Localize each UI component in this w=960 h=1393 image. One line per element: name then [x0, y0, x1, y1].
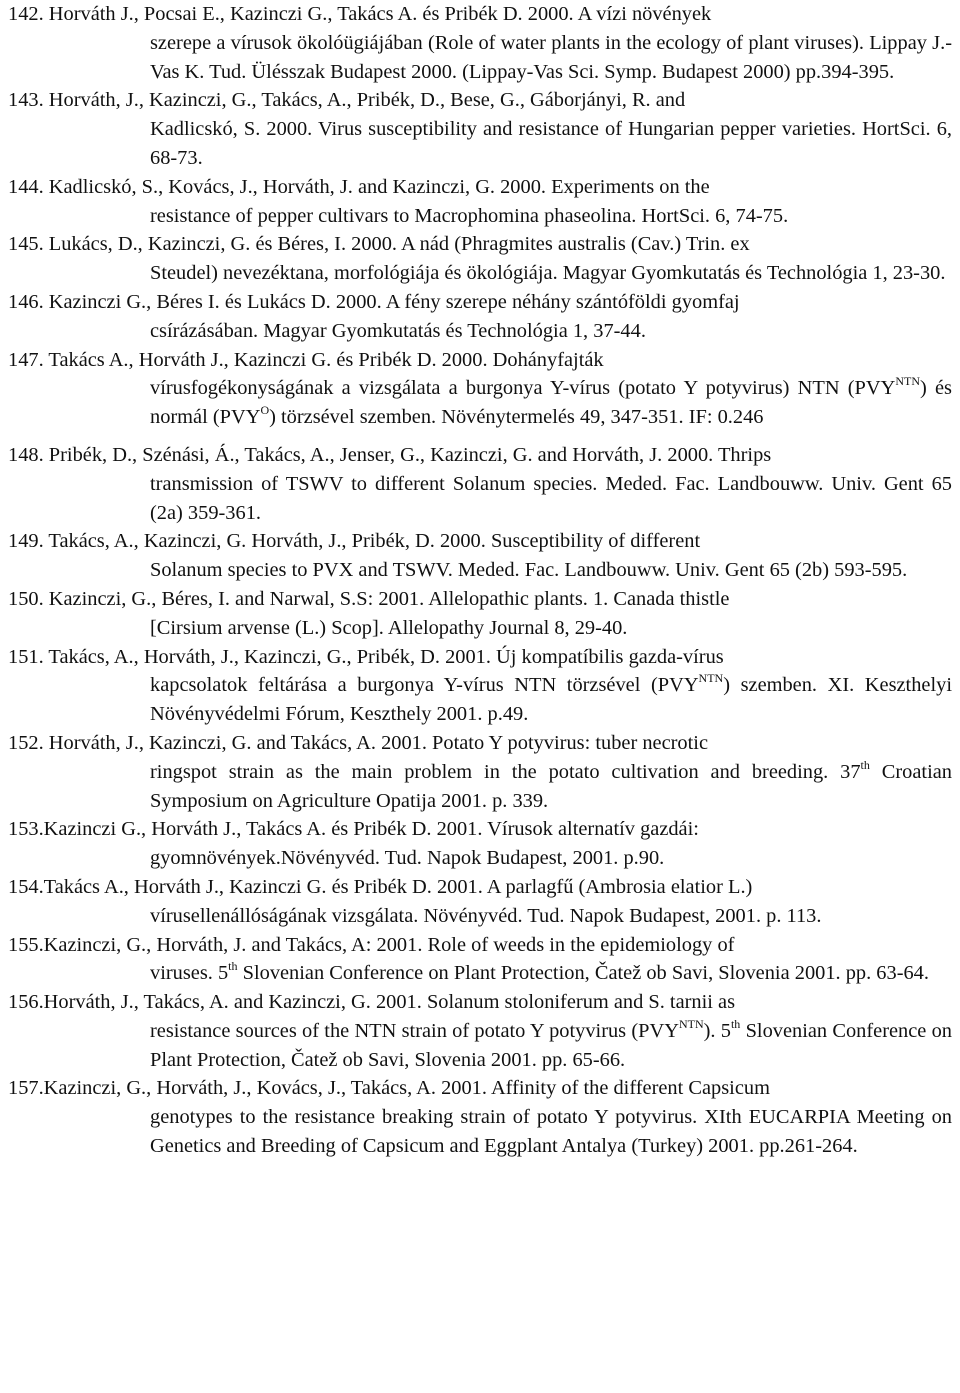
reference-lead-line: 152. Horváth, J., Kazinczi, G. and Takács, A. 2001. Potato Y potyvirus: tuber necrotic	[8, 731, 709, 754]
superscript: O	[260, 403, 270, 418]
reference-lead-line: 147. Takács A., Horváth J., Kazinczi G. és Pribék D. 2000. Dohányfajták	[8, 348, 604, 371]
reference-lead-line: 145. Lukács, D., Kazinczi, G. és Béres, I. 2000. A nád (Phragmites australis (Cav.) Trin. ex	[8, 233, 750, 256]
reference-lead-line: 151. Takács, A., Horváth, J., Kazinczi, G., Pribék, D. 2001. Új kompatíbilis gazda-vírus	[8, 645, 724, 668]
reference-item	[8, 931, 952, 989]
reference-item	[8, 643, 952, 729]
reference-lead-line: 156.Horváth, J., Takács, A. and Kazinczi, G. 2001. Solanum stoloniferum and S. tarnii as	[8, 991, 736, 1014]
reference-item	[8, 230, 952, 288]
reference-text: Solanum species to PVX and TSWV. Meded. Fac. Landbouww. Univ. Gent 65 (2b) 593-595.	[150, 559, 908, 582]
reference-lead-line: 143. Horváth, J., Kazinczi, G., Takács, A., Pribék, D., Bese, G., Gáborjányi, R. and	[8, 89, 686, 112]
reference-item	[8, 0, 952, 86]
superscript: th	[228, 959, 238, 974]
superscript: th	[730, 1016, 741, 1031]
reference-lead-line: 144. Kadlicskó, S., Kovács, J., Horváth, J. and Kazinczi, G. 2000. Experiments on the	[8, 175, 710, 198]
reference-item	[8, 988, 952, 1074]
reference-text: ringspot strain as the main problem in the potato cultivation and breeding. 37th Croatian Symposium on Agriculture Opatija 2001. p. 339.	[150, 757, 952, 812]
reference-item	[8, 1074, 952, 1160]
reference-item	[8, 815, 952, 873]
reference-text: gyomnövények.Növényvéd. Tud. Napok Budapest, 2001. p.90.	[150, 847, 665, 870]
reference-item	[8, 729, 952, 815]
reference-item	[8, 873, 952, 931]
superscript: th	[860, 757, 870, 772]
reference-text: vírusellenállóságának vizsgálata. Növényvéd. Tud. Napok Budapest, 2001. p. 113.	[150, 904, 822, 927]
reference-text: Kadlicskó, S. 2000. Virus susceptibility and resistance of Hungarian pepper varieties. HortSci. 6, 68-73.	[150, 118, 952, 169]
superscript: NTN	[895, 374, 921, 389]
reference-item	[8, 527, 952, 585]
reference-item	[8, 86, 952, 172]
reference-text: csírázásában. Magyar Gyomkutatás és Technológia 1, 37-44.	[150, 319, 646, 342]
reference-text: resistance sources of the NTN strain of potato Y potyvirus $(PVY^{NTN})$. 5th Slovenian Conference on Plant Protection, Čatež ob Savi, Slovenia 2001. pp. 65-66.	[150, 1016, 952, 1071]
reference-lead-line: 153.Kazinczi G., Horváth J., Takács A. és Pribék D. 2001. Vírusok alternatív gazdái:	[8, 818, 699, 841]
reference-lead-line: 155.Kazinczi, G., Horváth, J. and Takács, A: 2001. Role of weeds in the epidemiology of	[8, 933, 735, 956]
superscript: NTN	[678, 1016, 704, 1031]
reference-lead-line: 142. Horváth J., Pocsai E., Kazinczi G., Takács A. és Pribék D. 2000. A vízi növények	[8, 3, 712, 25]
reference-lead-line: 157.Kazinczi, G., Horváth, J., Kovács, J., Takács, A. 2001. Affinity of the different Capsicum	[8, 1077, 770, 1100]
reference-text: szerepe a vírusok ökolóügiájában (Role of water plants in the ecology of plant viruses). Lippay J.-Vas K. Tud. Ülésszak Budapest 2000. (Lippay-Vas Sci. Symp. Budapest 2000) pp.394-395.	[150, 31, 952, 83]
spacer	[8, 432, 952, 441]
reference-list	[8, 0, 952, 1161]
reference-text: kapcsolatok feltárása a burgonya Y-vírus NTN törzsével $(PVY^{NTN})$ szemben. XI. Keszthelyi Növényvédelmi Fórum, Keszthely 2001. p.49.	[150, 671, 952, 726]
reference-text: viruses. 5th Slovenian Conference on Plant Protection, Čatež ob Savi, Slovenia 2001. pp. 63-64.	[150, 959, 929, 985]
reference-item	[8, 173, 952, 231]
reference-text: resistance of pepper cultivars to Macrophomina phaseolina. HortSci. 6, 74-75.	[150, 204, 789, 227]
reference-text: genotypes to the resistance breaking strain of potato Y potyvirus. XIth EUCARPIA Meeting on Genetics and Breeding of Capsicum and Eggplant Antalya (Turkey) 2001. pp.261-264.	[150, 1106, 952, 1158]
reference-lead-line: 149. Takács, A., Kazinczi, G. Horváth, J., Pribék, D. 2000. Susceptibility of different	[8, 530, 701, 553]
reference-lead-line: 148. Pribék, D., Szénási, Á., Takács, A., Jenser, G., Kazinczi, G. and Horváth, J. 2000. Thrips	[8, 443, 772, 466]
reference-item	[8, 288, 952, 346]
reference-lead-line: 154.Takács A., Horváth J., Kazinczi G. és Pribék D. 2001. A parlagfű (Ambrosia elatior L.)	[8, 875, 753, 898]
reference-text: [Cirsium arvense (L.) Scop]. Allelopathy Journal 8, 29-40.	[150, 616, 628, 639]
reference-text: transmission of TSWV to different Solanum species. Meded. Fac. Landbouww. Univ. Gent 65 (2a) 359-361.	[150, 472, 952, 524]
superscript: NTN	[698, 671, 724, 686]
reference-item	[8, 346, 952, 432]
reference-lead-line: 150. Kazinczi, G., Béres, I. and Narwal, S.S: 2001. Allelopathic plants. 1. Canada thistle	[8, 587, 730, 610]
reference-text: vírusfogékonyságának a vizsgálata a burgonya Y-vírus (potato Y potyvirus) NTN $(PVY^{NTN})$ és normál $(PVY^O)$ törzsével szemben. Növénytermelés 49, 347-351. IF: 0.246	[150, 374, 952, 429]
reference-item	[8, 585, 952, 643]
reference-lead-line: 146. Kazinczi G., Béres I. és Lukács D. 2000. A fény szerepe néhány szántóföldi gyomfaj	[8, 290, 740, 313]
reference-item	[8, 441, 952, 527]
reference-text: Steudel) nevezéktana, morfológiája és ökológiája. Magyar Gyomkutatás és Technológia 1, 23-30.	[150, 262, 946, 285]
